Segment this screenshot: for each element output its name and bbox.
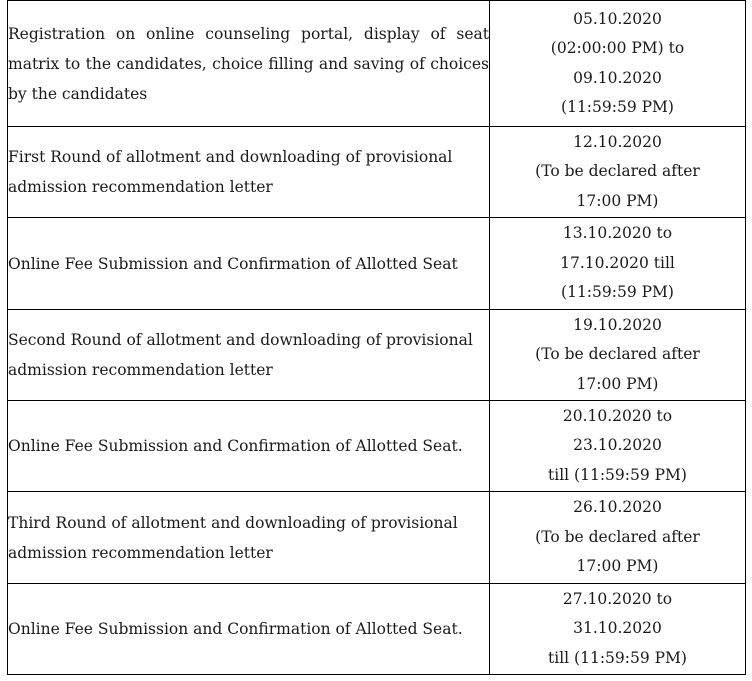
- date-line: (11:59:59 PM): [561, 98, 674, 116]
- event-cell: Second Round of allotment and downloading of provisional admission recommendation letter: [8, 310, 490, 401]
- event-cell: Third Round of allotment and downloading of provisional admission recommendation letter: [8, 492, 490, 584]
- date-cell: [490, 127, 746, 218]
- counseling-schedule-table: [7, 0, 746, 675]
- date-cell: [490, 492, 746, 584]
- date-line: (To be declared after: [535, 527, 700, 546]
- date-line: 09.10.2020: [573, 68, 662, 87]
- date-line: 13.10.2020 to: [562, 224, 673, 243]
- table-row: [8, 401, 746, 492]
- date-line: 31.10.2020: [573, 619, 662, 638]
- date-line: (To be declared after: [535, 162, 700, 181]
- date-cell: [490, 218, 746, 310]
- date-line: 27.10.2020 to: [562, 589, 673, 608]
- event-cell: Online Fee Submission and Confirmation of Allotted Seat: [8, 218, 490, 310]
- date-line: (02:00:00 PM) to: [550, 39, 685, 57]
- event-cell: First Round of allotment and downloading of provisional admission recommendation letter: [8, 127, 490, 218]
- date-cell: [490, 584, 746, 675]
- event-cell: Registration on online counseling portal, display of seat matrix to the candidates, choice filling and saving of choices by the candidates: [8, 1, 490, 127]
- table-row: [8, 584, 746, 675]
- table-row: [8, 218, 746, 310]
- date-line: 17:00 PM): [576, 557, 659, 576]
- date-line: 12.10.2020: [573, 132, 662, 151]
- date-line: 05.10.2020: [573, 9, 662, 28]
- date-line: 17:00 PM): [576, 374, 659, 393]
- date-line: 19.10.2020: [573, 315, 662, 334]
- date-line: 23.10.2020: [573, 436, 662, 455]
- date-line: 17:00 PM): [576, 191, 659, 210]
- date-cell: [490, 401, 746, 492]
- date-line: till (11:59:59 PM): [548, 465, 687, 484]
- date-line: 26.10.2020: [573, 498, 662, 517]
- date-line: till (11:59:59 PM): [548, 648, 687, 667]
- table-row: [8, 310, 746, 401]
- date-line: 20.10.2020 to: [562, 406, 673, 425]
- date-line: (To be declared after: [535, 345, 700, 364]
- table-row: [8, 127, 746, 218]
- date-line: 17.10.2020 till: [560, 253, 675, 272]
- date-cell: [490, 310, 746, 401]
- table-row: [8, 1, 746, 127]
- event-cell: Online Fee Submission and Confirmation of Allotted Seat.: [8, 584, 490, 675]
- date-line: (11:59:59 PM): [561, 283, 674, 302]
- table-row: [8, 492, 746, 584]
- event-cell: Online Fee Submission and Confirmation of Allotted Seat.: [8, 401, 490, 492]
- date-cell: [490, 1, 746, 127]
